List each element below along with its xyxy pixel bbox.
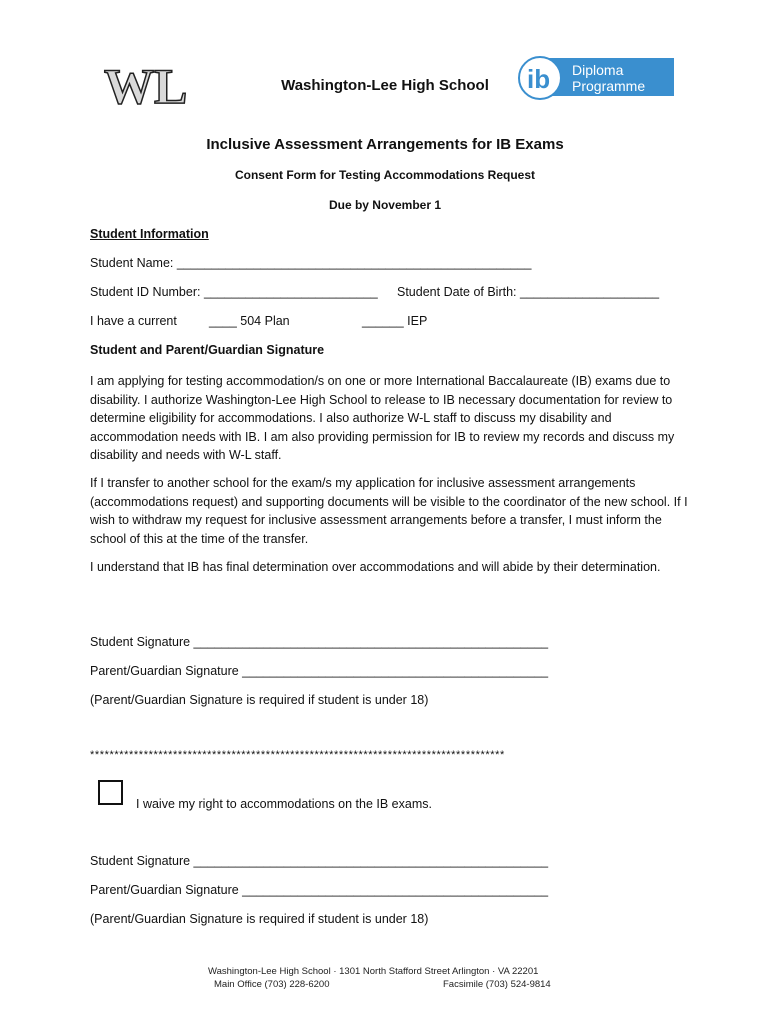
student-id-field[interactable]: Student ID Number: _________________________ (90, 285, 378, 299)
iep-field[interactable]: ______ IEP (362, 314, 428, 328)
authorization-paragraph: I am applying for testing accommodation/s on one or more International Baccalaureate (IB) exams due to disability. I authorize Washington-Lee High School to release to IB necessary documentation for review to determine eligibility for accommodations. I also authorize W-L staff to discuss my disability and accommodation needs with IB. I am also providing permission for IB to review my records and discuss my disability and needs with W-L staff. (90, 374, 675, 462)
waiver-parent-signature-note: (Parent/Guardian Signature is required if student is under 18) (90, 912, 429, 926)
waiver-parent-signature-field[interactable]: Parent/Guardian Signature ____________________________________________ (90, 883, 549, 897)
ib-mark: ib (527, 64, 551, 94)
wl-logo-text: WL (104, 58, 188, 114)
section-divider: ************************************************************************************* (90, 749, 505, 761)
parent-signature-note: (Parent/Guardian Signature is required if student is under 18) (90, 693, 429, 707)
plan-504-field[interactable]: ____ 504 Plan (209, 314, 290, 328)
student-signature-field[interactable]: Student Signature ___________________________________________________ (90, 635, 549, 649)
waiver-checkbox[interactable] (98, 780, 123, 805)
footer-address: Washington-Lee High School · 1301 North Stafford Street Arlington · VA 22201 (208, 966, 539, 977)
footer-main-office: Main Office (703) 228-6200 (214, 979, 330, 990)
waiver-student-signature-field[interactable]: Student Signature ___________________________________________________ (90, 854, 549, 868)
parent-signature-field[interactable]: Parent/Guardian Signature ____________________________________________ (90, 664, 549, 678)
signature-heading: Student and Parent/Guardian Signature (90, 343, 325, 357)
student-info-heading: Student Information (90, 227, 209, 241)
determination-paragraph: I understand that IB has final determination over accommodations and will abide by their determination. (90, 560, 661, 574)
current-plan-label: I have a current (90, 314, 177, 328)
footer-fax: Facsimile (703) 524-9814 (443, 979, 551, 990)
school-name: Washington-Lee High School (281, 77, 489, 94)
waiver-text: I waive my right to accommodations on the IB exams. (136, 797, 432, 811)
ib-logo-line2: Programme (572, 78, 646, 94)
due-date: Due by November 1 (328, 198, 442, 212)
form-subtitle: Consent Form for Testing Accommodations Request (234, 168, 536, 182)
student-name-field[interactable]: Student Name: ___________________________________________________ (90, 256, 532, 270)
ib-logo-line1: Diploma (572, 62, 624, 78)
student-dob-field[interactable]: Student Date of Birth: ____________________ (397, 285, 660, 299)
page-title: Inclusive Assessment Arrangements for IB Exams (206, 136, 564, 153)
transfer-paragraph: If I transfer to another school for the exam/s my application for inclusive assessment arrangements (accommodations request) and supporting documents will be visible to the coordinator of the new school. If I wish to withdraw my request for inclusive assessment arrangements before a transfer, I must inform the school of this at the time of the transfer. (90, 476, 688, 546)
